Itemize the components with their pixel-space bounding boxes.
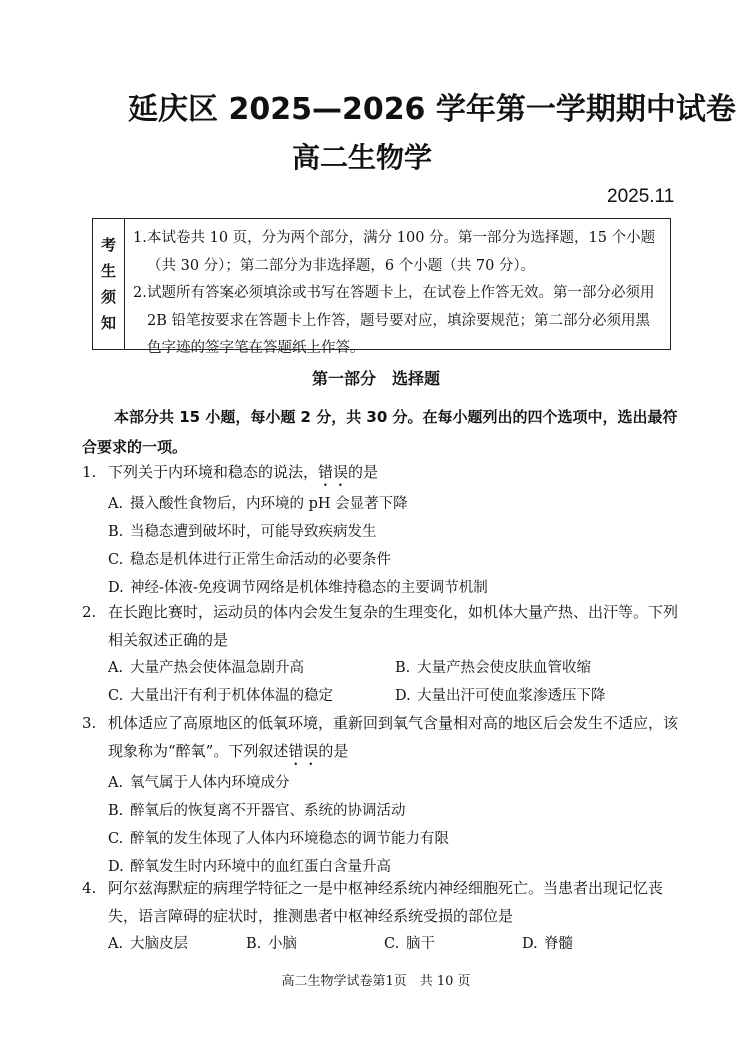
option-c: C. 大量出汗有利于机体体温的稳定 (108, 688, 333, 704)
option-b: B. 大量产热会使皮肤血管收缩 (395, 660, 591, 676)
option-c: C. 脑干 (384, 936, 435, 952)
option-d: D. 大量出汗可使血浆渗透压下降 (395, 688, 606, 704)
section-instructions: 本部分共 15 小题，每小题 2 分，共 30 分。在每小题列出的四个选项中，选出最符合要求的一项。 (82, 408, 678, 456)
notice-items (125, 219, 670, 356)
question-4 (82, 874, 682, 958)
candidate-notice-box (92, 218, 671, 356)
option-a: A. 氧气属于人体内环境成分 (108, 775, 290, 791)
option-a: A. 大脑皮层 (108, 936, 188, 952)
option-c: C. 稳态是机体进行正常生命活动的必要条件 (108, 552, 391, 568)
option-d: D. 神经-体液-免疫调节网络是机体维持稳态的主要调节机制 (108, 580, 488, 596)
option-d: D. 醉氧发生时内环境中的血红蛋白含量升高 (108, 859, 391, 875)
question-number: 3. (82, 714, 97, 732)
exam-date: 2025.11 (607, 186, 675, 207)
notice-label-char: 须 (100, 288, 116, 306)
question-stem: 在长跑比赛时，运动员的体内会发生复杂的生理变化，如机体大量产热、出汗等。下列相关叙述正确的是 (108, 603, 679, 649)
question-stem: 阿尔兹海默症的病理学特征之一是中枢神经系统内神经细胞死亡。当患者出现记忆丧失，语言障碍的症状时，推测患者中枢神经系统受损的部位是 (108, 879, 664, 925)
option-c: C. 醉氧的发生体现了人体内环境稳态的调节能力有限 (108, 831, 449, 847)
notice-item-text: 本试卷共 10 页，分为两个部分，满分 100 分。第一部分为选择题，15 个小题（共 30 分）；第二部分为非选择题，6 个小题（共 70 分）。 (147, 230, 656, 274)
question-number: 1. (82, 463, 97, 481)
option-b: B. 当稳态遭到破坏时，可能导致疾病发生 (108, 524, 377, 540)
option-row (82, 930, 682, 958)
notice-label-char: 知 (100, 314, 116, 332)
notice-item-text: 试题所有答案必须填涂或书写在答题卡上，在试卷上作答无效。第一部分必须用 2B 铅笔按要求在答题卡上作答，题号要对应，填涂要规范；第二部分必须用黑色字迹的签字笔在答题纸上作答。 (147, 285, 655, 356)
notice-item-number: 1. (133, 230, 147, 246)
question-number: 4. (82, 879, 97, 897)
section-title: 第一部分 选择题 (311, 369, 440, 388)
question-number: 2. (82, 603, 97, 621)
notice-item (133, 225, 662, 280)
question-1 (82, 458, 682, 602)
notice-item-number: 2. (133, 285, 147, 301)
question-stem: 机体适应了高原地区的低氧环境，重新回到氧气含量相对高的地区后会发生不适应，该现象称为“醉氧”。下列叙述错误的是 (108, 714, 679, 760)
notice-label-char: 生 (100, 262, 116, 280)
exam-title: 延庆区 2025—2026 学年第一学期期中试卷 (128, 92, 736, 127)
notice-item (133, 280, 662, 363)
page-footer: 高二生物学试卷第1页 共 10 页 (281, 974, 471, 989)
emphasis-text: 错误 (288, 742, 319, 760)
notice-label-char: 考 (100, 236, 116, 254)
option-row (82, 654, 682, 682)
option-row (82, 682, 682, 710)
option-b: B. 醉氧后的恢复离不开器官、系统的协调活动 (108, 803, 406, 819)
notice-label (93, 219, 125, 349)
emphasis-text: 错误 (318, 463, 349, 481)
question-stem: 下列关于内环境和稳态的说法，错误的是 (108, 463, 379, 481)
option-b: B. 小脑 (246, 936, 297, 952)
question-3 (82, 709, 682, 881)
option-a: A. 大量产热会使体温急剧升高 (108, 660, 304, 676)
option-a: A. 摄入酸性食物后，内环境的 pH 会显著下降 (108, 496, 408, 512)
question-2 (82, 598, 682, 710)
exam-subject: 高二生物学 (292, 141, 433, 174)
option-d: D. 脊髓 (522, 936, 573, 952)
